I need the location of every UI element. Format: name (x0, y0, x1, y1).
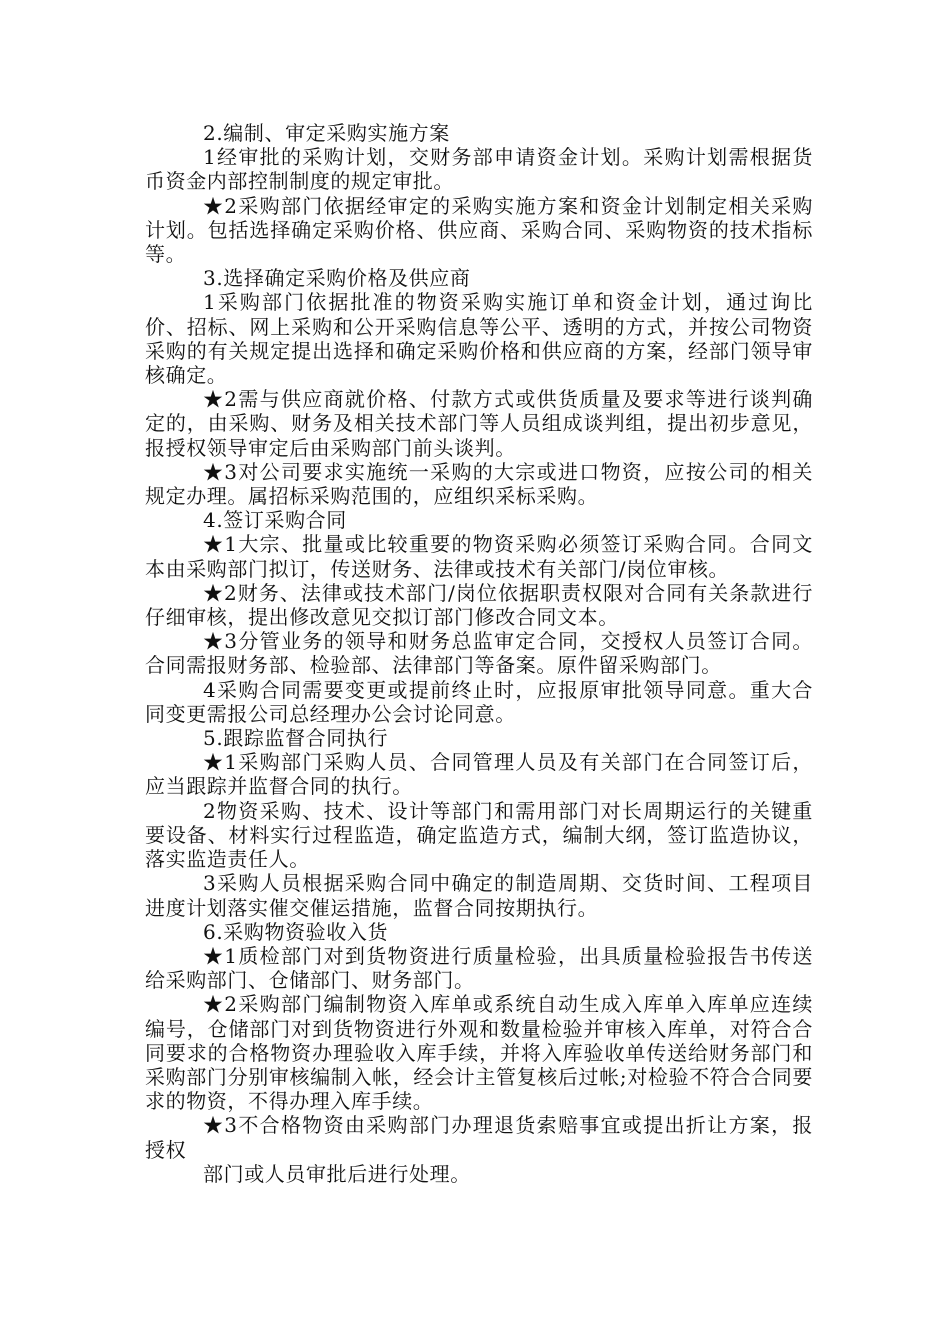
paragraph: 1采购部门依据批准的物资采购实施订单和资金计划，通过询比价、招标、网上采购和公开采购信息等公平、透明的方式，并按公司物资采购的有关规定提出选择和确定采购价格和供应商的方案，经部门领导审核确定。 (145, 290, 813, 388)
paragraph: ★3不合格物资由采购部门办理退货索赔事宜或提出折让方案，报授权 (145, 1113, 813, 1162)
paragraph: ★2采购部门编制物资入库单或系统自动生成入库单入库单应连续编号，仓储部门对到货物资进行外观和数量检验并审核入库单，对符合合同要求的合格物资办理验收入库手续，并将入库验收单传送给财务部门和采购部门分别审核编制入帐，经会计主管复核后过帐;对检验不符合合同要求的物资，不得办理入库手续。 (145, 992, 813, 1114)
section-heading-5: 5.跟踪监督合同执行 (203, 726, 389, 751)
document-body (145, 121, 813, 1186)
paragraph: 部门或人员审批后进行处理。 (203, 1161, 471, 1186)
paragraph: ★1采购部门采购人员、合同管理人员及有关部门在合同签订后，应当跟踪并监督合同的执行。 (145, 750, 813, 799)
paragraph: 1经审批的采购计划，交财务部申请资金计划。采购计划需根据货币资金内部控制制度的规定审批。 (145, 145, 813, 194)
paragraph: ★3分管业务的领导和财务总监审定合同，交授权人员签订合同。合同需报财务部、检验部、法律部门等备案。原件留采购部门。 (145, 629, 813, 678)
paragraph: ★1大宗、批量或比较重要的物资采购必须签订采购合同。合同文本由采购部门拟订，传送财务、法律或技术有关部门/岗位审核。 (145, 532, 813, 581)
paragraph: 4采购合同需要变更或提前终止时，应报原审批领导同意。重大合同变更需报公司总经理办公会讨论同意。 (145, 677, 813, 726)
paragraph: 2物资采购、技术、设计等部门和需用部门对长周期运行的关键重要设备、材料实行过程监造，确定监造方式，编制大纲，签订监造协议，落实监造责任人。 (145, 798, 813, 872)
paragraph: ★2采购部门依据经审定的采购实施方案和资金计划制定相关采购计划。包括选择确定采购价格、供应商、采购合同、采购物资的技术指标等。 (145, 193, 813, 267)
paragraph: ★3对公司要求实施统一采购的大宗或进口物资，应按公司的相关规定办理。属招标采购范围的，应组织采标采购。 (145, 459, 813, 509)
paragraph: 3采购人员根据采购合同中确定的制造周期、交货时间、工程项目进度计划落实催交催运措施，监督合同按期执行。 (145, 871, 813, 920)
section-heading-4: 4.签订采购合同 (203, 508, 347, 533)
section-heading-2: 2.编制、审定采购实施方案 (203, 121, 450, 145)
paragraph: ★1质检部门对到货物资进行质量检验，出具质量检验报告书传送给采购部门、仓储部门、财务部门。 (145, 943, 813, 993)
section-heading-3: 3.选择确定采购价格及供应商 (203, 266, 471, 291)
paragraph: ★2需与供应商就价格、付款方式或供货质量及要求等进行谈判确定的，由采购、财务及相关技术部门等人员组成谈判组，提出初步意见，报授权领导审定后由采购部门前头谈判。 (145, 387, 813, 460)
section-heading-6: 6.采购物资验收入货 (203, 919, 389, 944)
paragraph: ★2财务、法律或技术部门/岗位依据职责权限对合同有关条款进行仔细审核，提出修改意见交拟订部门修改合同文本。 (145, 580, 813, 630)
